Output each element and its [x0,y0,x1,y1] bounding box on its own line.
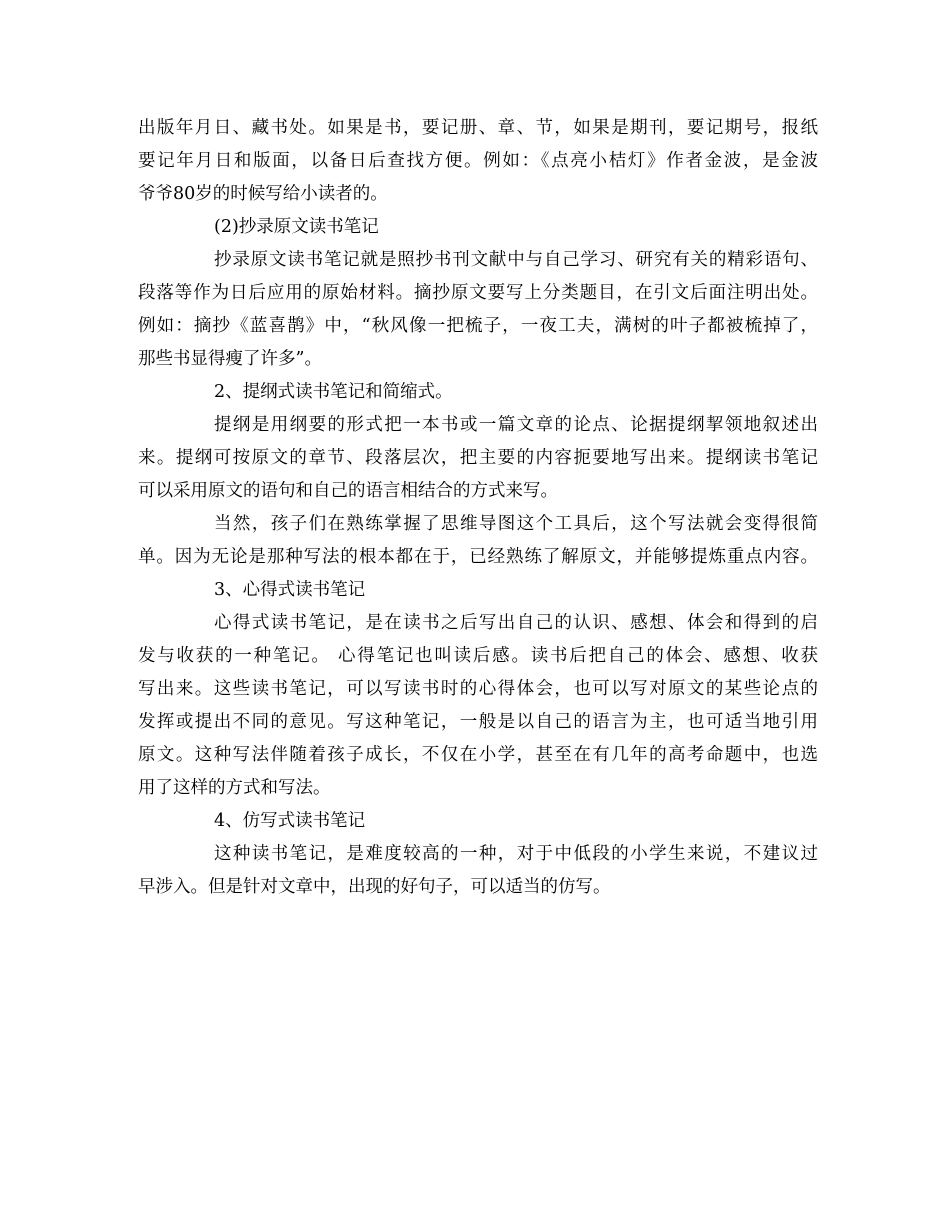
document-line: 来。提纲可按原文的章节、段落层次，把主要的内容扼要地写出来。提纲读书笔记 [138,448,818,468]
document-line: 心得式读书笔记，是在读书之后写出自己的认识、感想、体会和得到的启 [214,613,818,633]
document-line: 当然，孩子们在熟练掌握了思维导图这个工具后，这个写法就会变得很简 [214,514,818,534]
document-line: 提纲是用纲要的形式把一本书或一篇文章的论点、论据提纲挈领地叙述出 [214,415,818,435]
document-line: 写出来。这些读书笔记，可以写读书时的心得体会，也可以写对原文的某些论点的 [138,679,818,699]
document-line: 爷爷80岁的时候写给小读者的。 [138,184,388,204]
document-line: 要记年月日和版面，以备日后查找方便。例如：《点亮小桔灯》作者金波，是金波 [138,151,818,171]
document-line: 出版年月日、藏书处。如果是书，要记册、章、节，如果是期刊，要记期号，报纸 [138,118,818,138]
document-line: 早涉入。但是针对文章中，出现的好句子，可以适当的仿写。 [138,877,611,897]
document-line: 例如：摘抄《蓝喜鹊》中，“秋风像一把梳子，一夜工夫，满树的叶子都被梳掉了， [138,316,818,336]
document-line: 这种读书笔记，是难度较高的一种，对于中低段的小学生来说，不建议过 [214,844,818,864]
document-line: 用了这样的方式和写法。 [138,778,331,798]
document-line: (2)抄录原文读书笔记 [214,217,379,237]
document-line: 4、仿写式读书笔记 [214,811,366,831]
document-line: 2、提纲式读书笔记和简缩式。 [214,382,453,402]
document-line: 发挥或提出不同的意见。写这种笔记，一般是以自己的语言为主，也可适当地引用 [138,712,818,732]
document-line: 发与收获的一种笔记。 心得笔记也叫读后感。读书后把自己的体会、感想、收获 [138,646,818,666]
document-body [138,112,818,904]
document-line: 可以采用原文的语句和自己的语言相结合的方式来写。 [138,481,558,501]
document-line: 单。因为无论是那种写法的根本都在于，已经熟练了解原文，并能够提炼重点内容。 [138,547,818,567]
document-line: 原文。这种写法伴随着孩子成长，不仅在小学，甚至在有几年的高考命题中，也选 [138,745,818,765]
document-line: 段落等作为日后应用的原始材料。摘抄原文要写上分类题目，在引文后面注明出处。 [138,283,818,303]
document-line: 那些书显得瘦了许多”。 [138,349,322,369]
document-line: 抄录原文读书笔记就是照抄书刊文献中与自己学习、研究有关的精彩语句、 [214,250,818,270]
document-line: 3、心得式读书笔记 [214,580,366,600]
